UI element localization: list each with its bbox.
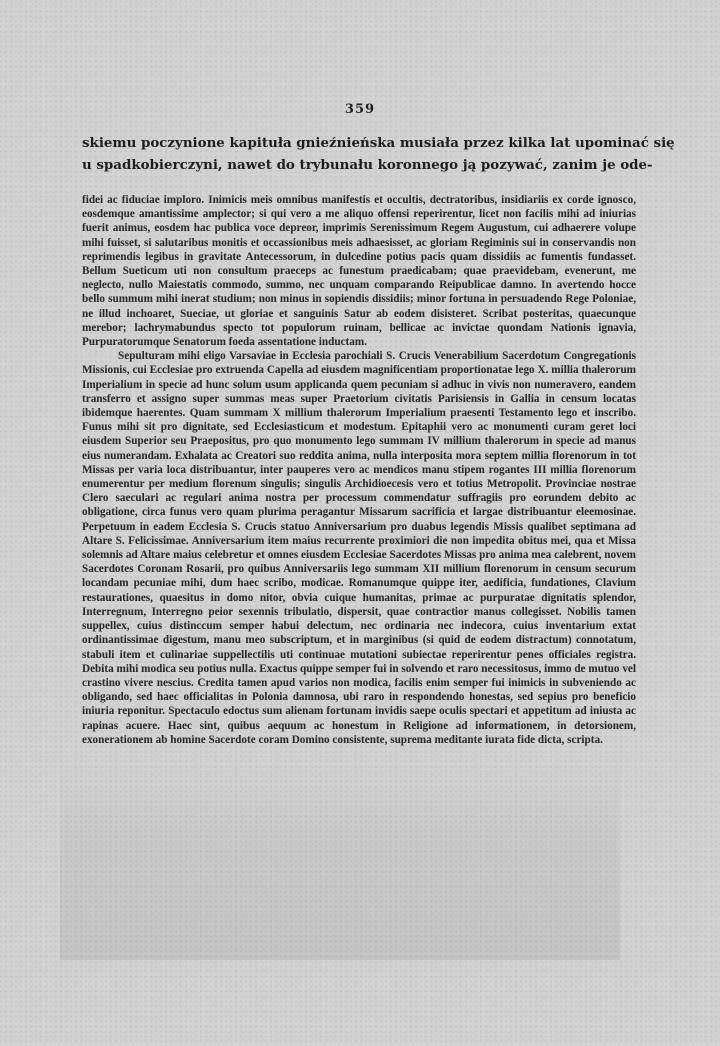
intro-line: u spadkobierczyni, nawet do trybunału koronnego ją pozywać, zanim je ode- <box>82 157 653 173</box>
page-shadow <box>60 750 620 960</box>
page-number: 359 <box>344 102 376 117</box>
latin-paragraph-1: fidei ac fiduciae imploro. Inimicis meis omnibus manifestis et occultis, dectratoribus, insidiariis ex corde ignosco, eosdemque amantissime amplector; si qui vero a me aliquo offensi reperirentur, licet non facilis mihi ad iniurias fuerit animus, eosdem hac publica voce depreor, imprimis Serenissimum Regem Augustum, cui adhaerere volupe mihi fuisset, si salutaribus monitis et occassionibus meis adhaesisset, ac gloriam Regiminis sui in conservandis non reprimendis legibus in gravitate Antecessorum, in dulcedine potius pacis quam dissidiis ac fumentis fundasset. Bellum Sueticum uti non consultum praeceps ac funestum praedicabam; quae praevidebam, evenerunt, me neglecto, nullo Maiestatis commodo, summo, nec unquam comparando Reipublicae damno. In avertendo hocce bello summum mihi inerat studium; non minus in sopiendis dissidiis; minor fortuna in persuadendo Rege Poloniae, ne illud inchoaret, Sueciae, ut gloriae et sanguinis Satur ab eodem disisteret. Scribat posteritas, quaecunque merebor; lachrymabundus specto tot populorum ruinam, bellicae ac invictae quondam Nationis ignavia, Purpuratorumque Senatorum foeda assentatione inductam. <box>82 194 636 349</box>
polish-intro-text <box>82 132 675 176</box>
latin-testament-text <box>82 193 636 747</box>
latin-paragraph-2: Sepulturam mihi eligo Varsaviae in Ecclesia parochiali S. Crucis Venerabilium Sacerdotum Congregationis Missionis, cui Ecclesiae pro extruenda Capella ad eiusdem magnificentiam proportionatae lego X. millia thalerorum Imperialium in specie ad hunc solum usum applicanda quem pecuniam si adhuc in vivis non numeravero, eandem transferro et assigno super summas meas super Praetorium civitatis Parisiensis in Gallia in censum locatas ibidemque haerentes. Quam summam X millium thalerorum Imperialium praesenti Testamento lego et inscribo. Funus mihi sit pro dignitate, sed Ecclesiasticum et modestum. Epitaphii vero ac monumenti curam geret loci eiusdem Superior seu Praepositus, pro quo monumento lego summam IV millium thalerorum in specie ad manus eius numerandam. Exhalata ac Creatori suo reddita anima, nulla interposita mora septem millia florenorum in tot Missas per varia loca distribuantur, inter pauperes vero ac mendicos manu stipem rogantes III millia florenorum enumerentur per medium florenum singulis; singulis Archidioecesis vero et totius Metropolit. Provinciae nostrae Clero saeculari ac regulari anima nostra per processum commendatur suffragiis pro eorundem debito ac obligatione, circa funus vero quam plurima peragantur Missarum sacrificia et largae distribuantur eleemosinae. Perpetuum in eadem Ecclesia S. Crucis statuo Anniversarium pro duabus legendis Missis qualibet septimana ad Altare S. Felicissimae. Anniversarium item maius recurrente proximiori die non impedita obitus mei, qua et Missa solemnis ad Altare maius celebretur et omnes eiusdem Ecclesiae Sacerdotes Missas pro anima mea calebrent, novem Sacerdotes Coronam Rosarii, pro quibus Anniversariis lego summam XII millium florenorum in censum securum locandam pecuniae mihi, dum haec scribo, modicae. Romanumque quippe iter, aedificia, fundationes, Clavium restaurationes, quaesitus in domo nitor, obvia cuique humanitas, primae ac purpuratae dignitatis splendor, Interregnum, Interregno peior sexennis tribulatio, dispersit, quae contractior manus collegisset. Nobilis tamen suppellex, cuius distinccum semper habui delectum, nec ordinaria nec indecora, cuius inventarium extat ordinantissimae digestum, manu meo subscriptum, et in marginibus (si quid de eodem distractum) connotatum, stabuli item et culinariae suppellectilis uti continuae mutationi subiectae reperirentur penes officiales registra. Debita mihi modica seu potius nulla. Exactus quippe semper fui in solvendo et raro necessitosus, immo de mutuo vel crastino vivere nescius. Credita tamen apud varios non modica, facilis enim semper fui inimicis in subveniendo ac obligando, sed haec officialitas in Polonia damnosa, ubi raro in respondendo honestas, sed sepius pro beneficio iniuria reponitur. Spectaculo edoctus sum alienam fortunam invidis saepe oculis spectari et appetitum ad iniusta ac rapinas acuere. Haec sint, quibus aequum ac honestum in Religione ad informationem, in detorsionem, exonerationem ab homine Sacerdote coram Domino consistente, suprema meditante iurata fide dicta, scripta. <box>82 350 636 746</box>
intro-line: skiemu poczynione kapituła gnieźnieńska musiała przez kilka lat upominać się <box>82 135 675 151</box>
